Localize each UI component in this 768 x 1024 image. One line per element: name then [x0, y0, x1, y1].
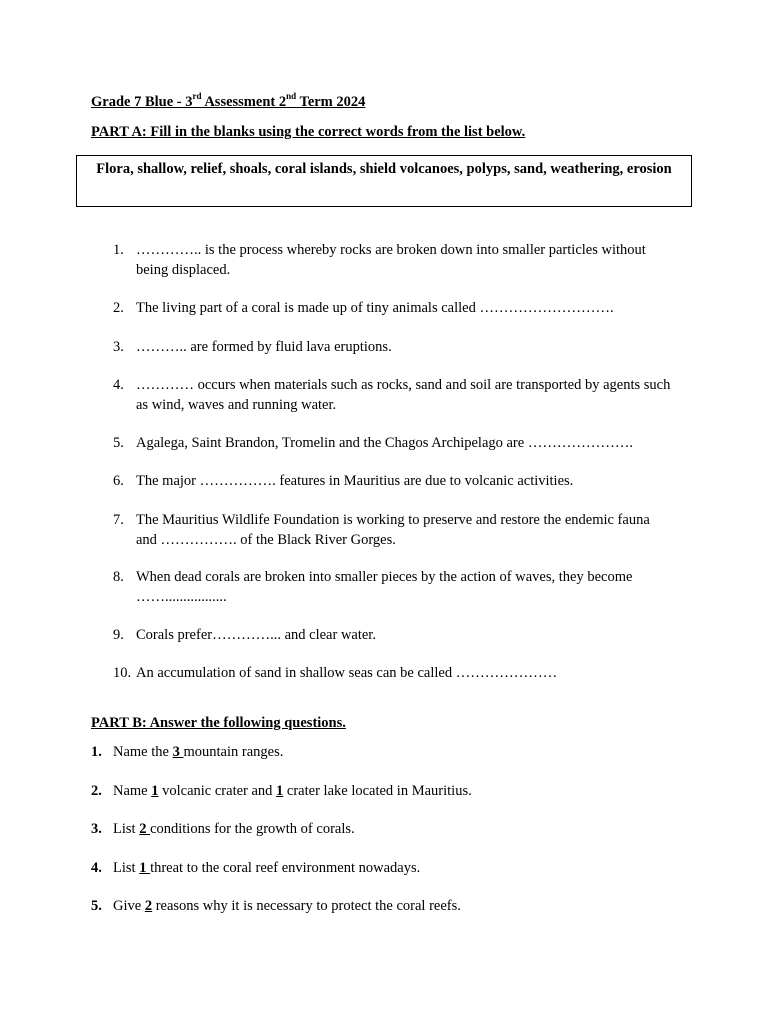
question-number: 8. — [113, 569, 124, 585]
part-a-question — [113, 664, 673, 684]
question-text: The living part of a coral is made up of tiny animals called ………………………. — [136, 300, 614, 316]
part-b-heading: PART B: Answer the following questions. — [91, 715, 346, 731]
question-text: List 2 conditions for the growth of corals. — [113, 821, 355, 837]
question-number: 3. — [91, 821, 102, 837]
question-number: 2. — [91, 783, 102, 799]
question-text: When dead corals are broken into smaller pieces by the action of waves, they become ……................. — [136, 569, 633, 605]
question-number: 4. — [91, 860, 102, 876]
word-list-box — [76, 155, 692, 207]
question-text: ………… occurs when materials such as rocks, sand and soil are transported by agents such as wind, waves and running water. — [136, 377, 671, 413]
question-text: The major ……………. features in Mauritius are due to volcanic activities. — [136, 473, 574, 489]
question-text: Agalega, Saint Brandon, Tromelin and the Chagos Archipelago are …………………. — [136, 435, 633, 451]
title-text-1: Grade 7 Blue - 3 — [91, 94, 193, 110]
word-list: Flora, shallow, relief, shoals, coral islands, shield volcanoes, polyps, sand, weathering, erosion — [96, 161, 672, 177]
title-superscript-1: rd — [192, 91, 202, 101]
question-text: The Mauritius Wildlife Foundation is working to preserve and restore the endemic fauna and ……………. of the Black River Gorges. — [136, 512, 650, 548]
part-a-question — [113, 241, 673, 280]
question-text: ………….. is the process whereby rocks are broken down into smaller particles without being displaced. — [136, 242, 646, 278]
part-b-question — [91, 820, 355, 840]
title-superscript-2: nd — [286, 91, 297, 101]
key-number: 2 — [144, 898, 153, 914]
question-text: An accumulation of sand in shallow seas can be called ………………… — [136, 665, 558, 681]
part-b-question — [91, 782, 472, 802]
question-number: 1. — [113, 242, 124, 258]
question-text: ……….. are formed by fluid lava eruptions. — [136, 339, 392, 355]
title-text-2: Assessment 2 — [201, 94, 287, 110]
part-a-question — [113, 299, 673, 319]
question-number: 10. — [113, 665, 132, 681]
part-a-question — [113, 568, 673, 607]
question-number: 7. — [113, 512, 124, 528]
question-text: Name 1 volcanic crater and 1 crater lake located in Mauritius. — [113, 783, 472, 799]
question-text: Name the 3 mountain ranges. — [113, 744, 284, 760]
question-text: Give 2 reasons why it is necessary to protect the coral reefs. — [113, 898, 461, 914]
part-a-question — [113, 376, 673, 415]
question-text: Corals prefer…………... and clear water. — [136, 627, 376, 643]
key-number: 3 — [172, 744, 184, 760]
key-number: 2 — [139, 821, 151, 837]
question-number: 2. — [113, 300, 124, 316]
question-number: 9. — [113, 627, 124, 643]
part-a-question — [113, 626, 673, 646]
part-a-question — [113, 472, 673, 492]
question-number: 6. — [113, 473, 124, 489]
part-a-question — [113, 511, 673, 550]
part-a-question — [113, 338, 673, 358]
question-number: 5. — [91, 898, 102, 914]
title-text-3: Term 2024 — [296, 94, 366, 110]
key-number: 1 — [151, 783, 159, 799]
part-b-question — [91, 743, 283, 763]
part-a-heading: PART A: Fill in the blanks using the correct words from the list below. — [91, 124, 526, 140]
part-b-question — [91, 859, 420, 879]
part-b-question — [91, 897, 461, 917]
question-text: List 1 threat to the coral reef environment nowadays. — [113, 860, 421, 876]
part-a-question — [113, 434, 673, 454]
key-number: 1 — [276, 783, 284, 799]
question-number: 1. — [91, 744, 102, 760]
document-title — [91, 91, 366, 111]
question-number: 3. — [113, 339, 124, 355]
question-number: 5. — [113, 435, 124, 451]
question-number: 4. — [113, 377, 124, 393]
key-number: 1 — [139, 860, 151, 876]
